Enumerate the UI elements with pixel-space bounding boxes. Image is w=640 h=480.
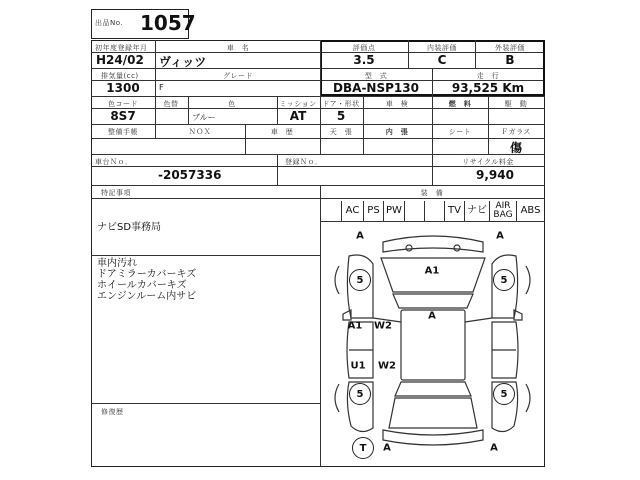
equip-navi: ナビ — [464, 201, 489, 221]
note-line: 車内汚れ — [97, 258, 137, 269]
color-code-value: 8S7 — [110, 109, 136, 123]
maintenance-label: 整備手帳 — [108, 128, 138, 136]
model-label: 型 式 — [364, 72, 388, 80]
interior-label: 内装評価 — [427, 44, 457, 52]
damage-mark: A1 — [347, 320, 363, 332]
tire-tread-rear-left: 5 — [349, 383, 371, 405]
recycle-fee-value: 9,940 — [476, 168, 514, 182]
damage-mark: A — [383, 442, 391, 454]
fuel-label: 燃 料 — [448, 100, 472, 108]
chassis-no-value: -2057336 — [158, 168, 222, 182]
damage-mark: U1 — [350, 360, 366, 372]
grade-value: F — [159, 83, 164, 92]
equip-empty — [424, 201, 444, 221]
model-value: DBA-NSP130 — [333, 81, 419, 95]
interior-value: C — [437, 53, 447, 67]
equip-ac: AC — [341, 201, 363, 221]
repair-history-label: 修復歴 — [101, 408, 124, 416]
score-label: 評価点 — [352, 44, 376, 52]
score-value: 3.5 — [353, 53, 375, 67]
mileage-label: 走 行 — [476, 72, 500, 80]
f-glass-label: Ｆガラス — [501, 128, 531, 136]
transmission-value: AT — [289, 109, 307, 123]
tire-tread-rear-right: 5 — [493, 383, 515, 405]
tire-tread-front-right: 5 — [493, 269, 515, 291]
damage-mark: A — [356, 230, 364, 242]
lot-number-label: 出品No. — [95, 19, 124, 27]
equip-pw: PW — [383, 201, 404, 221]
displacement-label: 排気量(cc) — [101, 72, 139, 80]
history-label: 車 歴 — [270, 128, 294, 136]
lot-number: 1057 — [140, 11, 196, 35]
car-name-value: ヴィッツ — [159, 55, 207, 69]
roof-label: 天 張 — [329, 128, 353, 136]
drive-label: 駆 動 — [504, 100, 528, 108]
equip-tv: TV — [444, 201, 464, 221]
color-label: 色 — [228, 100, 236, 108]
equipment-label: 装 備 — [420, 189, 444, 197]
damage-mark: A1 — [424, 265, 440, 277]
first-reg-label: 初年度登録年月 — [95, 44, 148, 52]
note-line: ドアミラーカバーキズ — [97, 269, 197, 280]
nox-label: ＮＯＸ — [188, 128, 212, 136]
note-line: エンジンルーム内サビ — [97, 291, 197, 302]
doors-value: 5 — [336, 109, 346, 123]
inspection-label: 車 検 — [385, 100, 409, 108]
note-line: ホイールカバーキズ — [97, 280, 187, 291]
color-change-label: 色替 — [163, 100, 179, 108]
exterior-value: B — [505, 53, 515, 67]
equip-ps: PS — [363, 201, 383, 221]
recycle-fee-label: リサイクル料金 — [462, 158, 514, 166]
displacement-value: 1300 — [106, 81, 140, 95]
mileage-value: 93,525 Km — [451, 81, 525, 95]
damage-mark: W2 — [378, 360, 396, 372]
doors-label: ドア・形状 — [322, 100, 360, 108]
equip-empty — [404, 201, 424, 221]
equip-abs: ABS — [516, 201, 544, 221]
reg-no-label: 登録Ｎｏ． — [285, 158, 323, 166]
notes-label: 特記事項 — [101, 189, 131, 197]
exterior-label: 外装評価 — [495, 44, 525, 52]
damage-mark: W2 — [374, 320, 392, 332]
f-glass-value: 傷 — [509, 141, 523, 155]
seat-label: シート — [448, 128, 472, 136]
color-name-value: ブルー — [192, 113, 216, 122]
color-code-label: 色コード — [108, 100, 138, 108]
interior-trim-label: 内 張 — [385, 128, 409, 136]
car-name-label: 車 名 — [226, 44, 250, 52]
tire-tread-front-left: 5 — [349, 269, 371, 291]
chassis-no-label: 車台Ｎｏ． — [95, 158, 133, 166]
damage-mark: A — [428, 310, 436, 322]
damage-mark: A — [490, 442, 498, 454]
damage-mark: A — [496, 230, 504, 242]
car-damage-diagram — [321, 222, 544, 466]
note-navi: ナビSD事務局 — [97, 222, 162, 233]
equip-airbag: AIR BAG — [489, 201, 516, 221]
transmission-label: ミッション — [279, 100, 317, 108]
first-reg-value: H24/02 — [96, 53, 144, 67]
spare-tire: T — [352, 437, 374, 459]
grade-label: グレード — [223, 72, 253, 80]
